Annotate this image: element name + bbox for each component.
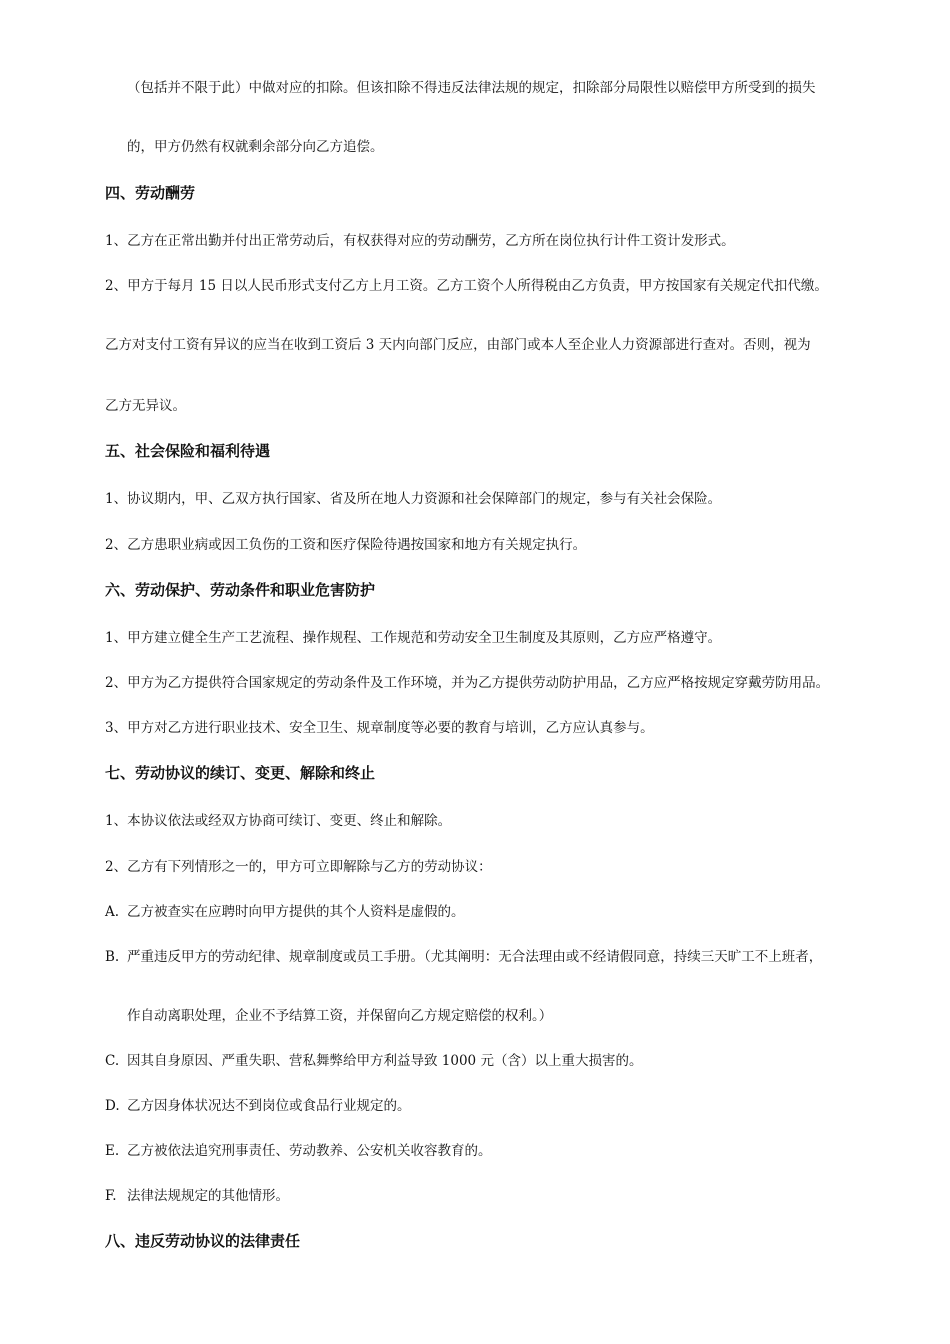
clause-f-marker: F. (105, 1188, 117, 1204)
section-4-heading: 四、劳动酬劳 (105, 184, 196, 202)
section-5-item-1: 1、协议期内，甲、乙双方执行国家、省及所在地人力资源和社会保障部门的规定，参与有关社会保险。 (105, 491, 722, 507)
section-4-paragraph-line-2: 乙方无异议。 (105, 398, 186, 414)
clause-d-marker: D. (105, 1098, 120, 1114)
clause-b (105, 948, 822, 966)
clause-b-text: 严重违反甲方的劳动纪律、规章制度或员工手册。（尤其阐明：无合法理由或不经请假同意，持续三天旷工不上班者， (127, 949, 823, 965)
clause-a-marker: A. (105, 904, 120, 920)
section-6-item-1: 1、甲方建立健全生产工艺流程、操作规程、工作规范和劳动安全卫生制度及其原则，乙方应严格遵守。 (105, 630, 722, 646)
clause-c (105, 1052, 642, 1070)
section-4-item-1: 1、乙方在正常出勤并付出正常劳动后，有权获得对应的劳动酬劳，乙方所在岗位执行计件工资计发形式。 (105, 233, 735, 249)
intro-line-2: 的，甲方仍然有权就剩余部分向乙方追偿。 (127, 139, 384, 155)
clause-b-continuation: 作自动离职处理，企业不予结算工资，并保留向乙方规定赔偿的权利。） (127, 1008, 553, 1024)
clause-e-text: 乙方被依法追究刑事责任、劳动教养、公安机关收容教育的。 (127, 1143, 492, 1159)
section-6-heading: 六、劳动保护、劳动条件和职业危害防护 (105, 581, 376, 599)
clause-c-text: 因其自身原因、严重失职、营私舞弊给甲方利益导致 1000 元（含）以上重大损害的。 (127, 1053, 643, 1069)
clause-e (105, 1142, 492, 1160)
clause-a (105, 903, 465, 921)
section-4-item-2: 2、甲方于每月 15 日以人民币形式支付乙方上月工资。乙方工资个人所得税由乙方负责，甲方按国家有关规定代扣代缴。 (105, 278, 828, 294)
section-4-paragraph-line-1: 乙方对支付工资有异议的应当在收到工资后 3 天内向部门反应，由部门或本人至企业人力资源部进行查对。否则，视为 (105, 337, 811, 353)
section-7-heading: 七、劳动协议的续订、变更、解除和终止 (105, 764, 376, 782)
clause-c-marker: C. (105, 1053, 120, 1069)
clause-d (105, 1097, 411, 1115)
clause-a-text: 乙方被查实在应聘时向甲方提供的其个人资料是虚假的。 (127, 904, 465, 920)
section-7-item-2: 2、乙方有下列情形之一的，甲方可立即解除与乙方的劳动协议： (105, 859, 492, 875)
intro-line-1: （包括并不限于此）中做对应的扣除。但该扣除不得违反法律法规的规定，扣除部分局限性以赔偿甲方所受到的损失 (127, 80, 816, 96)
clause-f (105, 1187, 289, 1205)
section-6-item-3: 3、甲方对乙方进行职业技术、安全卫生、规章制度等必要的教育与培训，乙方应认真参与。 (105, 720, 654, 736)
section-7-item-1: 1、本协议依法或经双方协商可续订、变更、终止和解除。 (105, 813, 452, 829)
section-6-item-2: 2、甲方为乙方提供符合国家规定的劳动条件及工作环境，并为乙方提供劳动防护用品，乙方应严格按规定穿戴劳防用品。 (105, 675, 830, 691)
clause-f-text: 法律法规规定的其他情形。 (127, 1188, 289, 1204)
clause-b-marker: B. (105, 949, 120, 965)
clause-d-text: 乙方因身体状况达不到岗位或食品行业规定的。 (127, 1098, 411, 1114)
section-5-item-2: 2、乙方患职业病或因工负伤的工资和医疗保险待遇按国家和地方有关规定执行。 (105, 537, 587, 553)
clause-e-marker: E. (105, 1143, 120, 1159)
section-8-heading: 八、违反劳动协议的法律责任 (105, 1232, 301, 1250)
section-5-heading: 五、社会保险和福利待遇 (105, 442, 271, 460)
